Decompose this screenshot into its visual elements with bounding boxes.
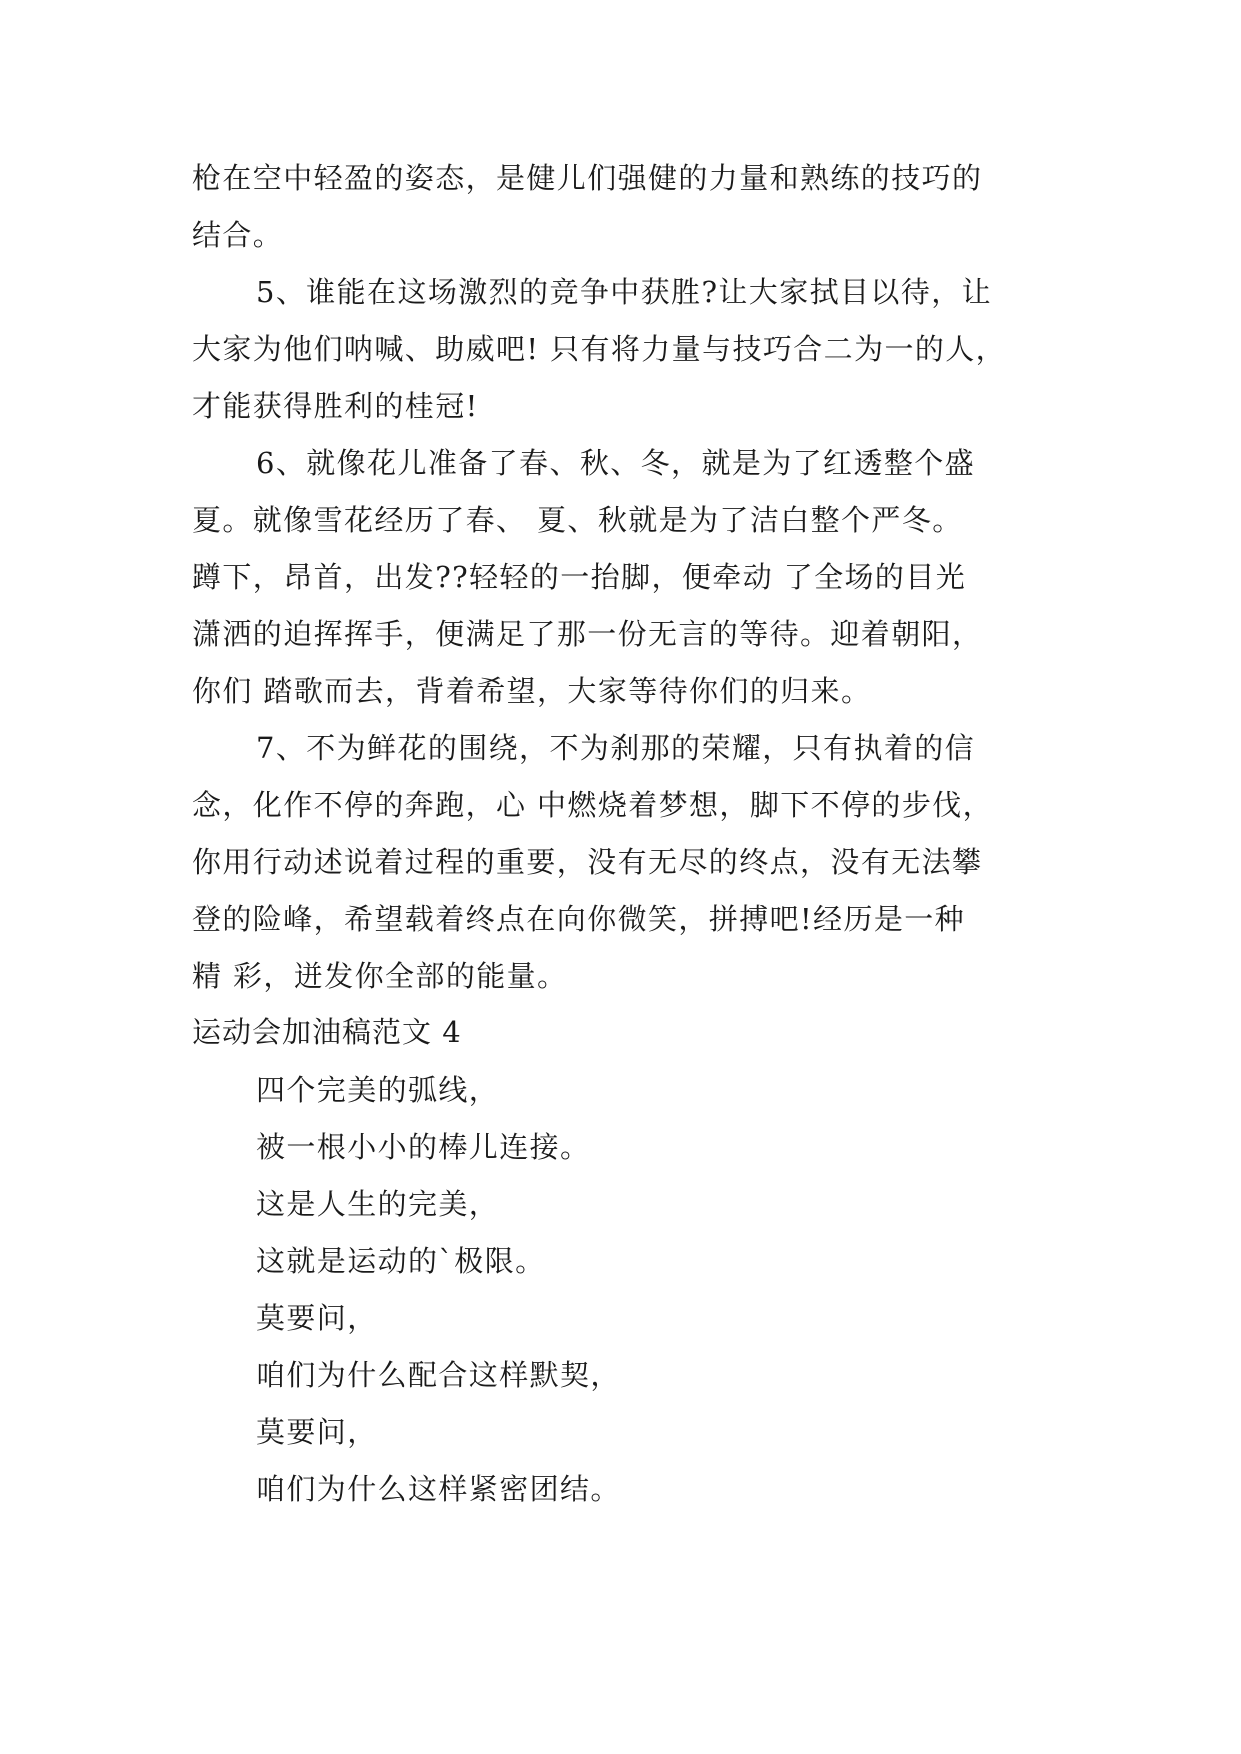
paragraph-5-line-2: 大家为他们呐喊、助威吧! 只有将力量与技巧合二为一的人，: [192, 332, 1007, 366]
paragraph-7-line-1: 7、不为鲜花的围绕，不为刹那的荣耀，只有执着的信: [256, 731, 976, 765]
poem-line-5: 莫要问，: [256, 1301, 378, 1335]
paragraph-continuation-line-2: 结合。: [192, 218, 284, 252]
poem-line-2: 被一根小小的棒儿连接。: [256, 1130, 591, 1164]
paragraph-6-line-5: 你们 踏歌而去，背着希望，大家等待你们的归来。: [192, 674, 872, 708]
poem-line-6: 咱们为什么配合这样默契，: [256, 1358, 621, 1392]
paragraph-7-line-3: 你用行动述说着过程的重要，没有无尽的终点，没有无法攀: [192, 845, 983, 879]
paragraph-continuation-line-1: 枪在空中轻盈的姿态，是健儿们强健的力量和熟练的技巧的: [192, 161, 983, 195]
paragraph-5-line-1: 5、谁能在这场激烈的竞争中获胜?让大家拭目以待，让: [256, 275, 992, 309]
paragraph-7-line-2: 念，化作不停的奔跑，心 中燃烧着梦想，脚下不停的步伐，: [192, 788, 994, 822]
paragraph-6-line-2: 夏。就像雪花经历了春、 夏、秋就是为了洁白整个严冬。: [192, 503, 963, 537]
poem-line-3: 这是人生的完美，: [256, 1187, 500, 1221]
paragraph-7-line-4: 登的险峰，希望载着终点在向你微笑，拼搏吧!经历是一种: [192, 902, 966, 936]
paragraph-7-line-5: 精 彩，迸发你全部的能量。: [192, 959, 568, 993]
section-heading: 运动会加油稿范文 4: [192, 1015, 462, 1049]
poem-line-1: 四个完美的弧线，: [256, 1073, 500, 1107]
paragraph-6-line-3: 蹲下，昂首，出发??轻轻的一抬脚，便牵动 了全场的目光: [192, 560, 967, 594]
paragraph-6-line-1: 6、就像花儿准备了春、秋、冬，就是为了红透整个盛: [256, 446, 976, 480]
paragraph-6-line-4: 潇洒的迫挥挥手，便满足了那一份无言的等待。迎着朝阳，: [192, 617, 983, 651]
poem-line-7: 莫要问，: [256, 1415, 378, 1449]
poem-line-8: 咱们为什么这样紧密团结。: [256, 1472, 621, 1506]
poem-line-4: 这就是运动的`极限。: [256, 1244, 546, 1278]
paragraph-5-line-3: 才能获得胜利的桂冠!: [192, 389, 479, 423]
